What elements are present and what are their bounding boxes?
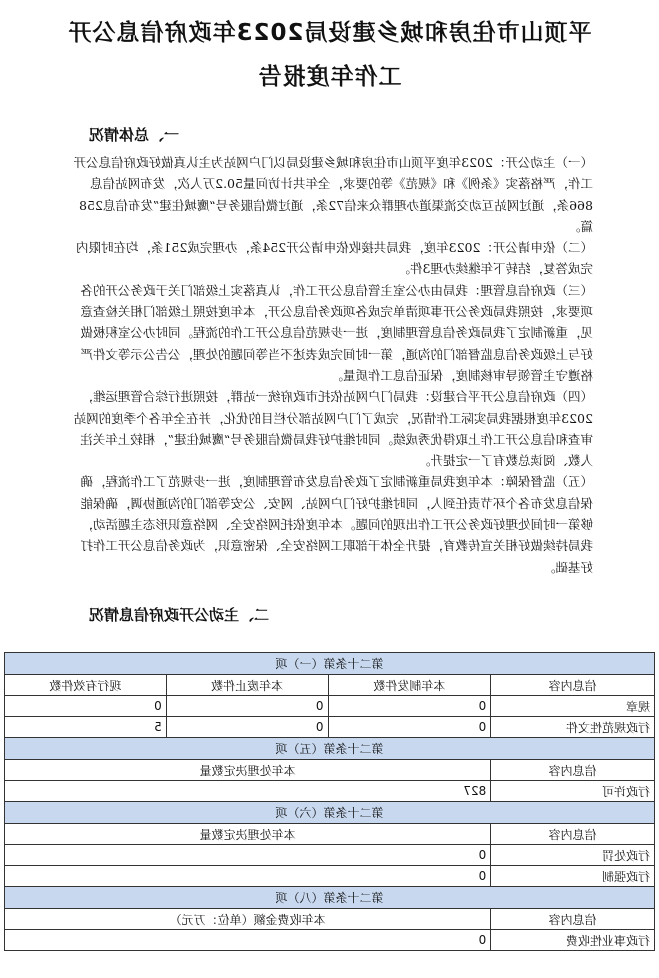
table-cell: 0 xyxy=(5,930,491,951)
table-section-row xyxy=(5,802,655,824)
header-cell: 本年制发件数 xyxy=(328,675,491,696)
section1-body xyxy=(71,152,593,578)
table-row xyxy=(5,717,655,738)
table-section-row xyxy=(5,653,655,675)
section-label: 第二十条第（六）项 xyxy=(5,802,655,824)
table-cell: 0 xyxy=(166,717,328,738)
table-row xyxy=(5,866,655,887)
paragraph-on-request: （二）依申请公开：2023年度，我局共接收依申请公开254条，办理完成251条，均在时限内完成答复，结转下年继续办理3件。 xyxy=(75,240,593,277)
header-cell: 信息内容 xyxy=(491,675,655,696)
header-cell: 本年处理决定数量 xyxy=(5,760,491,781)
table-row xyxy=(5,696,655,717)
header-cell: 本年废止件数 xyxy=(166,675,328,696)
row-label: 行政事业性收费 xyxy=(491,930,655,951)
row-label: 规章 xyxy=(491,696,655,717)
table-header-row xyxy=(5,824,655,845)
row-label: 行政许可 xyxy=(491,781,655,802)
paragraph-platform: （四）政府信息公开平台建设：我局门户网站依托市政府统一站群，按照进行综合管理运维，2023年度根据我局实际工作情况，完成了门户网站部分栏目的优化，并在全年各个季度的网站审查和信息公开工作上取得优秀成绩。同时维护好我局微信服务号“鹰城住建”，相较上年关注人数、阅读总数有了一定提升。 xyxy=(73,389,593,469)
section-label: 第二十条第（一）项 xyxy=(5,653,655,675)
table-cell: 0 xyxy=(328,717,491,738)
proactive-disclosure-table xyxy=(4,652,655,951)
header-cell: 信息内容 xyxy=(491,909,655,930)
table-row xyxy=(5,845,655,866)
table-section-row xyxy=(5,887,655,909)
report-title-line2: 工作年度报告 xyxy=(257,64,402,90)
header-cell: 本年收费金额（单位：万元） xyxy=(5,909,491,930)
table-header-row xyxy=(5,909,655,930)
header-cell: 信息内容 xyxy=(491,824,655,845)
table-cell: 0 xyxy=(5,845,491,866)
section2-heading: 二、主动公开政府信息情况 xyxy=(88,606,269,624)
table-section-row xyxy=(5,738,655,760)
table-cell: 0 xyxy=(328,696,491,717)
paragraph-proactive: （一）主动公开：2023年度平顶山市住房和城乡建设局以门户网站为主认真做好政府信息公开工作，严格落实《条例》和《规范》等的要求，全年共计访问量50.2万人次，发布网站信息866条，通过网站互动交流渠道办理群众来信72条，通过微信服务号“鹰城住建”发布信息258篇。 xyxy=(73,155,593,234)
table-cell: 0 xyxy=(5,866,491,887)
row-label: 行政规范性文件 xyxy=(491,717,655,738)
report-title-line1: 平顶山市住房和城乡建设局2023年政府信息公开 xyxy=(67,20,592,46)
row-label: 行政强制 xyxy=(491,866,655,887)
table-cell: 0 xyxy=(5,696,167,717)
section-label: 第二十条第（八）项 xyxy=(5,887,655,909)
section1-heading: 一、总体情况 xyxy=(88,126,179,144)
table-cell: 0 xyxy=(166,696,328,717)
header-cell: 本年处理决定数量 xyxy=(5,824,491,845)
table-row xyxy=(5,930,655,951)
section-label: 第二十条第（五）项 xyxy=(5,738,655,760)
paragraph-info-management: （三）政府信息管理：我局由办公室主管信息公开工作，认真落实上级部门关于政务公开的各项要求，按照我局政务公开事项清单完成各项政务信息公开，本年度按照上级部门相关检查意见，重新制定了我局政务信息管理制度，进一步规范信息公开工作的流程。同时办公室积极做好与上级政务信息监督部门的沟通，第一时间完成表述不当等问题的处理，公告公示等文件严格遵守主管领导审核制度，保证信息工作质量。 xyxy=(80,282,593,383)
paragraph-supervision: （五）监督保障：本年度我局重新制定了政务信息发布管理制度，进一步规范了工作流程，确保信息发布各个环节责任到人，同时维护好门户网站、网安、公安等部门的沟通协调，确保能够第一时间处理好政务公开工作出现的问题。本年度依托网络安全、网络意识形态主题活动，我局持续做好相关宣传教育，提升全体干部职工网络安全、保密意识，为政务信息公开工作打好基础。 xyxy=(80,474,593,575)
table-header-row xyxy=(5,760,655,781)
table-cell: 827 xyxy=(5,781,491,802)
header-cell: 信息内容 xyxy=(491,760,655,781)
header-cell: 现行有效件数 xyxy=(5,675,167,696)
table-row xyxy=(5,781,655,802)
table-header-row xyxy=(5,675,655,696)
table-cell: 5 xyxy=(5,717,167,738)
row-label: 行政处罚 xyxy=(491,845,655,866)
